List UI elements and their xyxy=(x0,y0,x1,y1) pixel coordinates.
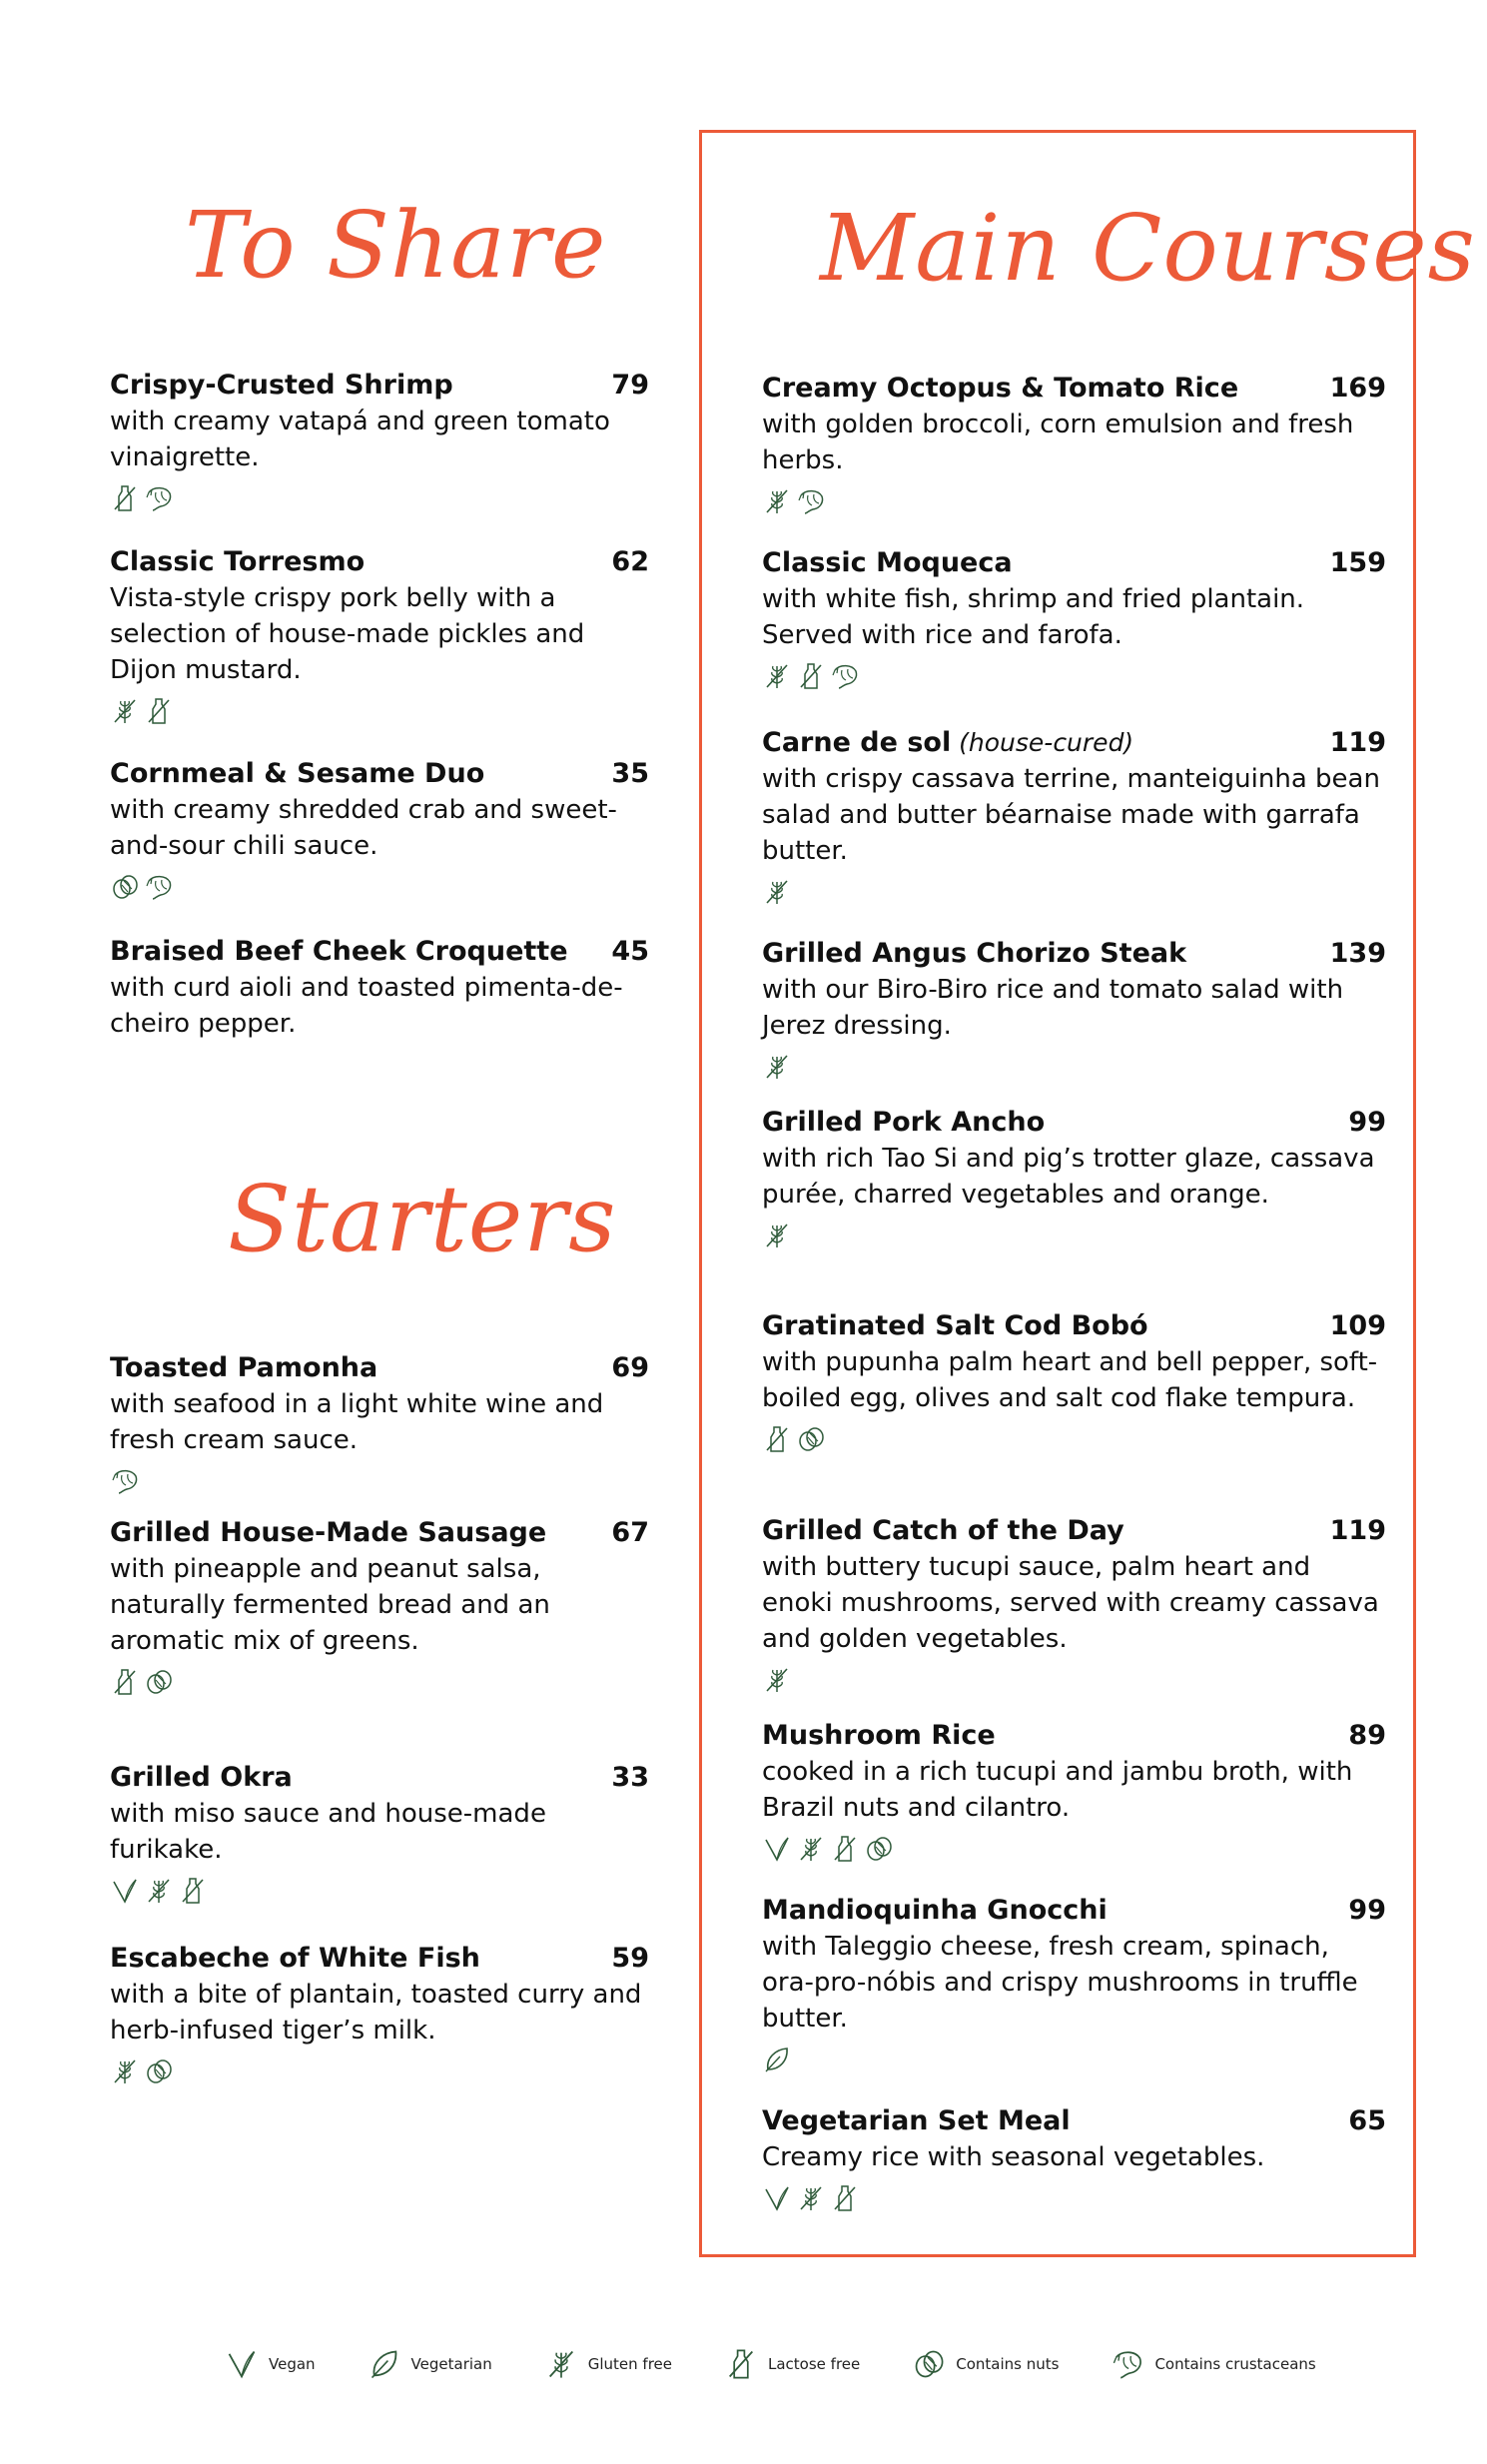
legend-label: Vegetarian xyxy=(410,2355,492,2373)
vegan-icon xyxy=(762,1834,792,1864)
crustaceans-icon xyxy=(144,872,174,902)
lactose-free-icon xyxy=(110,1667,140,1697)
item-price: 99 xyxy=(1348,1895,1386,1926)
item-name: Mushroom Rice xyxy=(762,1720,996,1751)
gluten-free-icon xyxy=(796,2183,826,2213)
legend-entry-crustaceans xyxy=(1111,2347,1315,2381)
item-description: with miso sauce and house-made furikake. xyxy=(110,1799,546,1865)
gluten-free-icon xyxy=(762,1052,792,1082)
item-description: with our Biro-Biro rice and tomato salad with Jerez dressing. xyxy=(762,975,1344,1041)
item-name: Grilled Pork Ancho xyxy=(762,1107,1046,1138)
menu-item xyxy=(762,545,1386,693)
item-description: Creamy rice with seasonal vegetables. xyxy=(762,2142,1265,2172)
item-name: Vegetarian Set Meal xyxy=(762,2105,1071,2136)
item-price: 67 xyxy=(611,1517,649,1548)
vegan-icon xyxy=(225,2347,259,2381)
nuts-icon xyxy=(144,2056,174,2086)
legend-label: Contains nuts xyxy=(956,2355,1060,2373)
item-header xyxy=(762,2103,1386,2139)
item-header xyxy=(110,544,649,580)
item-name: Classic Torresmo xyxy=(110,546,366,577)
item-header xyxy=(762,1105,1386,1141)
item-name: Creamy Octopus & Tomato Rice xyxy=(762,373,1239,404)
gluten-free-icon xyxy=(110,696,140,726)
lactose-free-icon xyxy=(144,696,174,726)
lactose-free-icon xyxy=(762,1424,792,1454)
menu-item xyxy=(110,1515,649,1699)
item-description: with pupunha palm heart and bell pepper, soft-boiled egg, olives and salt cod flake tempura. xyxy=(762,1347,1378,1413)
dietary-icons xyxy=(762,1422,1386,1456)
menu-item xyxy=(762,725,1386,909)
item-header xyxy=(762,1308,1386,1344)
item-header xyxy=(762,545,1386,581)
dietary-icons xyxy=(110,1464,649,1498)
item-price: 159 xyxy=(1329,547,1386,578)
item-price: 35 xyxy=(611,758,649,789)
dietary-icons xyxy=(110,481,649,515)
lactose-free-icon xyxy=(796,661,826,691)
dietary-icons xyxy=(762,2181,1386,2215)
item-price: 89 xyxy=(1348,1720,1386,1751)
starters-heading: Starters xyxy=(228,1166,617,1272)
nuts-icon xyxy=(110,872,140,902)
item-price: 69 xyxy=(611,1352,649,1383)
item-price: 59 xyxy=(611,1943,649,1974)
item-header xyxy=(762,1513,1386,1549)
item-header xyxy=(110,1350,649,1386)
to-share-heading: To Share xyxy=(185,192,607,299)
gluten-free-icon xyxy=(144,1876,174,1906)
gluten-free-icon xyxy=(110,2056,140,2086)
item-description: with creamy shredded crab and sweet-and-sour chili sauce. xyxy=(110,795,617,861)
menu-item xyxy=(762,1718,1386,1866)
menu-item xyxy=(110,368,649,515)
main-courses-panel xyxy=(699,130,1476,2257)
item-name: Escabeche of White Fish xyxy=(110,1943,480,1974)
lactose-free-icon xyxy=(724,2347,758,2381)
item-price: 119 xyxy=(1329,1515,1386,1546)
legend-entry-vegetarian xyxy=(368,2347,492,2381)
dietary-icons xyxy=(762,484,1386,518)
dietary-icons xyxy=(762,1050,1386,1084)
item-description: with rich Tao Si and pig’s trotter glaze, cassava purée, charred vegetables and orange. xyxy=(762,1144,1375,1210)
main-courses-heading: Main Courses xyxy=(820,195,1476,302)
menu-item xyxy=(110,544,649,728)
item-description: with buttery tucupi sauce, palm heart and enoki mushrooms, served with creamy cassava and golden vegetables. xyxy=(762,1552,1379,1654)
item-header xyxy=(762,936,1386,972)
item-description: cooked in a rich tucupi and jambu broth, with Brazil nuts and cilantro. xyxy=(762,1757,1353,1823)
menu-item xyxy=(762,1308,1386,1456)
menu-item xyxy=(762,1105,1386,1252)
legend-entry-lactose-free xyxy=(724,2347,860,2381)
dietary-icons xyxy=(110,1874,649,1908)
item-description: with a bite of plantain, toasted curry and herb-infused tiger’s milk. xyxy=(110,1980,642,2046)
crustaceans-icon xyxy=(1111,2347,1144,2381)
item-header xyxy=(762,725,1386,761)
nuts-icon xyxy=(864,1834,894,1864)
item-description: with seafood in a light white wine and fresh cream sauce. xyxy=(110,1389,604,1455)
item-name: Grilled House-Made Sausage xyxy=(110,1517,547,1548)
item-price: 139 xyxy=(1329,938,1386,969)
crustaceans-icon xyxy=(796,486,826,516)
lactose-free-icon xyxy=(830,1834,860,1864)
menu-item xyxy=(110,756,649,904)
item-name: Mandioquinha Gnocchi xyxy=(762,1895,1108,1926)
item-description: with crispy cassava terrine, manteiguinha bean salad and butter béarnaise made with garrafa butter. xyxy=(762,764,1380,866)
menu-item xyxy=(110,934,649,1042)
legend-entry-gluten-free xyxy=(544,2347,672,2381)
item-description: with white fish, shrimp and fried plantain. Served with rice and farofa. xyxy=(762,584,1305,650)
item-price: 119 xyxy=(1329,727,1386,758)
menu-item xyxy=(762,1893,1386,2076)
gluten-free-icon xyxy=(762,661,792,691)
menu-item xyxy=(110,1760,649,1908)
dietary-icons xyxy=(762,659,1386,693)
item-header xyxy=(762,1893,1386,1929)
crustaceans-icon xyxy=(144,483,174,513)
item-description: Vista-style crispy pork belly with a selection of house-made pickles and Dijon mustard. xyxy=(110,583,585,685)
item-name: Grilled Okra xyxy=(110,1762,293,1793)
item-name: Gratinated Salt Cod Bobó xyxy=(762,1310,1148,1341)
item-price: 169 xyxy=(1329,373,1386,404)
dietary-icons xyxy=(762,1663,1386,1697)
item-header xyxy=(110,934,649,970)
crustaceans-icon xyxy=(110,1466,140,1496)
vegetarian-icon xyxy=(762,2045,792,2074)
item-header xyxy=(110,1941,649,1977)
item-header xyxy=(110,1515,649,1551)
item-header xyxy=(762,371,1386,407)
menu-item xyxy=(762,371,1386,518)
item-description: with curd aioli and toasted pimenta-de-cheiro pepper. xyxy=(110,973,623,1039)
item-name: Toasted Pamonha xyxy=(110,1352,378,1383)
item-name: Grilled Angus Chorizo Steak xyxy=(762,938,1187,969)
item-header xyxy=(762,1718,1386,1754)
item-description: with Taleggio cheese, fresh cream, spinach, ora-pro-nóbis and crispy mushrooms in truffle butter. xyxy=(762,1932,1358,2034)
item-header xyxy=(110,756,649,792)
item-name: Cornmeal & Sesame Duo xyxy=(110,758,485,789)
menu-item xyxy=(762,2103,1386,2215)
dietary-icons xyxy=(762,1832,1386,1866)
item-price: 45 xyxy=(611,936,649,967)
gluten-free-icon xyxy=(762,1665,792,1695)
item-name: Crispy-Crusted Shrimp xyxy=(110,370,453,401)
gluten-free-icon xyxy=(796,1834,826,1864)
item-price: 109 xyxy=(1329,1310,1386,1341)
item-name: Classic Moqueca xyxy=(762,547,1013,578)
lactose-free-icon xyxy=(110,483,140,513)
legend-label: Gluten free xyxy=(587,2355,672,2373)
menu-item xyxy=(110,1941,649,2088)
item-price: 99 xyxy=(1348,1107,1386,1138)
item-header xyxy=(110,1760,649,1796)
dietary-icons xyxy=(110,1665,649,1699)
menu-item xyxy=(762,936,1386,1084)
item-price: 33 xyxy=(611,1762,649,1793)
menu-item xyxy=(762,1513,1386,1697)
item-description: with golden broccoli, corn emulsion and fresh herbs. xyxy=(762,410,1354,475)
item-price: 79 xyxy=(611,370,649,401)
gluten-free-icon xyxy=(544,2347,578,2381)
legend-label: Contains crustaceans xyxy=(1154,2355,1316,2373)
legend-entry-vegan xyxy=(225,2347,316,2381)
vegan-icon xyxy=(762,2183,792,2213)
vegetarian-icon xyxy=(368,2347,401,2381)
gluten-free-icon xyxy=(762,1221,792,1250)
dietary-icons xyxy=(762,2043,1386,2076)
item-description: with creamy vatapá and green tomato vinaigrette. xyxy=(110,407,610,472)
nuts-icon xyxy=(912,2347,946,2381)
crustaceans-icon xyxy=(830,661,860,691)
nuts-icon xyxy=(144,1667,174,1697)
gluten-free-icon xyxy=(762,486,792,516)
dietary-icons xyxy=(762,875,1386,909)
menu-item xyxy=(110,1350,649,1498)
dietary-icons xyxy=(762,1219,1386,1252)
legend-label: Lactose free xyxy=(768,2355,861,2373)
dietary-icons xyxy=(110,870,649,904)
item-header xyxy=(110,368,649,404)
legend-label: Vegan xyxy=(269,2355,316,2373)
lactose-free-icon xyxy=(178,1876,208,1906)
item-description: with pineapple and peanut salsa, naturally fermented bread and an aromatic mix of greens. xyxy=(110,1554,550,1656)
dietary-icons xyxy=(110,694,649,728)
vegan-icon xyxy=(110,1876,140,1906)
item-price: 65 xyxy=(1348,2105,1386,2136)
gluten-free-icon xyxy=(762,877,792,907)
item-note: (house-cured) xyxy=(951,728,1134,757)
dietary-legend xyxy=(225,2347,1316,2381)
item-name: Braised Beef Cheek Croquette xyxy=(110,936,568,967)
nuts-icon xyxy=(796,1424,826,1454)
dietary-icons xyxy=(110,2054,649,2088)
item-price: 62 xyxy=(611,546,649,577)
item-name: Carne de sol (house-cured) xyxy=(762,727,1134,758)
lactose-free-icon xyxy=(830,2183,860,2213)
item-name: Grilled Catch of the Day xyxy=(762,1515,1124,1546)
legend-entry-nuts xyxy=(912,2347,1059,2381)
